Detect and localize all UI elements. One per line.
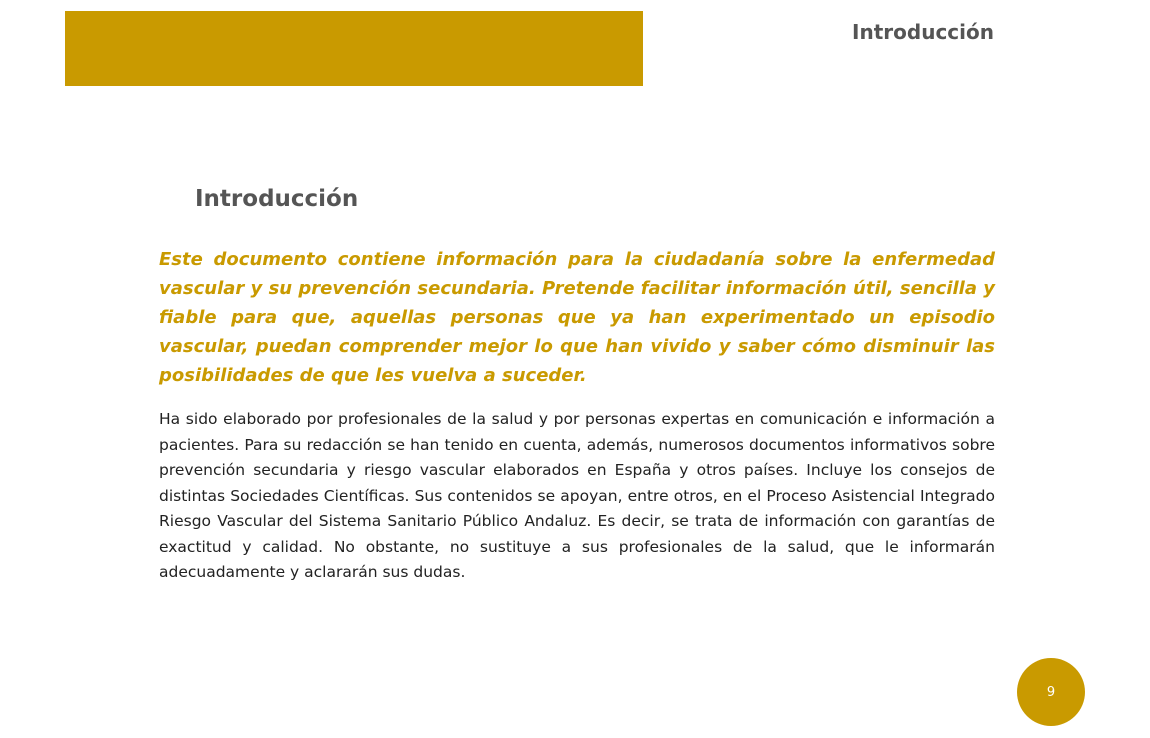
header-bar bbox=[65, 11, 643, 86]
section-title: Introducción bbox=[195, 186, 359, 212]
intro-highlight-paragraph: Este documento contiene información para la ciudadanía sobre la enfermedad vascular y su prevención secundaria. Pretende facilitar información útil, sencilla y fiable para que, aquellas personas que ya han experimentado un episodio vascular, puedan comprender mejor lo que han vivido y saber cómo disminuir las posibilidades de que les vuelva a suceder. bbox=[159, 249, 995, 386]
page-number-badge bbox=[1017, 658, 1085, 726]
header-title: Introducción bbox=[852, 20, 994, 44]
body-paragraph: Ha sido elaborado por profesionales de la salud y por personas expertas en comunicación e información a pacientes. Para su redacción se han tenido en cuenta, además, numerosos documentos informativos sobre prevención secundaria y riesgo vascular elaborados en España y otros países. Incluye los consejos de distintas Sociedades Científicas. Sus contenidos se apoyan, entre otros, en el Proceso Asistencial Integrado Riesgo Vascular del Sistema Sanitario Público Andaluz. Es decir, se trata de información con garantías de exactitud y calidad. No obstante, no sustituye a sus profesionales de la salud, que le informarán adecuadamente y aclararán sus dudas. bbox=[159, 410, 995, 581]
page-number: 9 bbox=[1046, 684, 1056, 700]
